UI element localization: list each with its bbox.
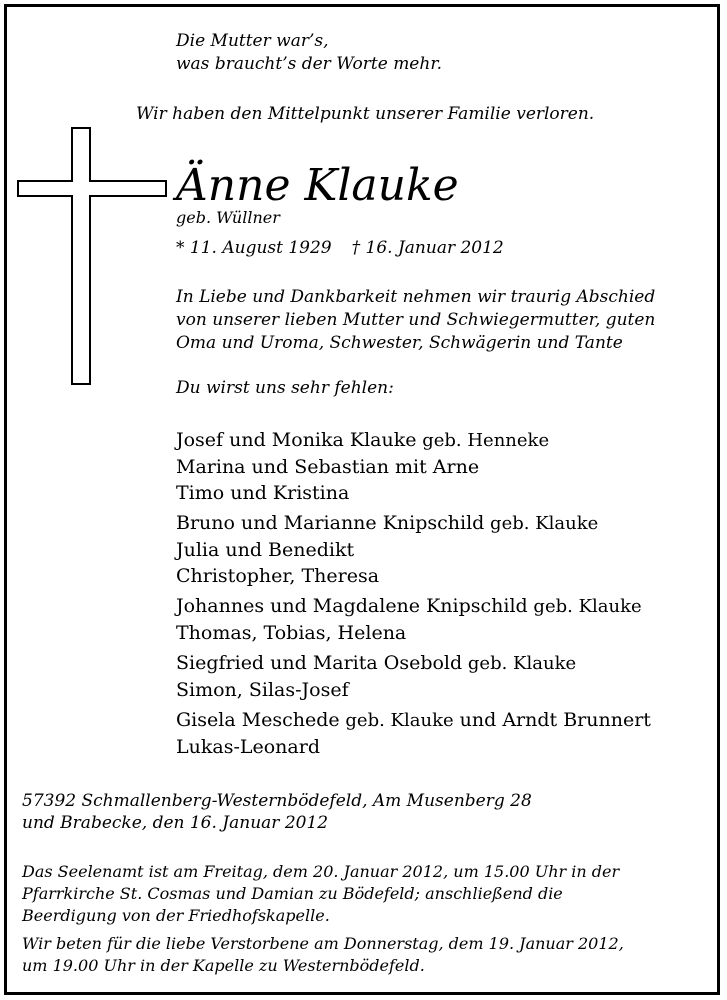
cross-icon bbox=[16, 126, 168, 388]
farewell-text bbox=[176, 286, 655, 355]
prayer-line: Wir beten für die liebe Verstorbene am Donnerstag, dem 19. Januar 2012, bbox=[22, 934, 624, 953]
family-member: Timo und Kristina bbox=[176, 482, 350, 504]
address-line: 57392 Schmallenberg-Westernbödefeld, Am Musenberg 28 bbox=[22, 791, 532, 811]
family-head-partner: und Arndt Brunnert bbox=[453, 709, 651, 731]
service-line: Das Seelenamt ist am Freitag, dem 20. Januar 2012, um 15.00 Uhr in der bbox=[22, 862, 620, 881]
family-head-nee: geb. Klauke bbox=[462, 653, 577, 674]
quote-line: Die Mutter war’s, bbox=[176, 31, 329, 51]
address-line: und Brabecke, den 16. Januar 2012 bbox=[22, 813, 329, 833]
miss-text: Du wirst uns sehr fehlen: bbox=[176, 378, 394, 398]
family-member: Marina und Sebastian mit Arne bbox=[176, 456, 480, 478]
deceased-name: Änne Klauke bbox=[176, 160, 459, 211]
farewell-line: Oma und Uroma, Schwester, Schwägerin und Tante bbox=[176, 333, 623, 353]
family-member: Christopher, Theresa bbox=[176, 565, 380, 587]
family-head-nee: geb. Henneke bbox=[416, 430, 550, 451]
maiden-name: geb. Wüllner bbox=[176, 208, 280, 227]
family-head-nee: geb. Klauke bbox=[484, 513, 599, 534]
prayer-info bbox=[22, 933, 624, 977]
service-line: Pfarrkirche St. Cosmas und Damian zu Bödefeld; anschließend die bbox=[22, 884, 563, 903]
family-head bbox=[176, 707, 651, 734]
prayer-line: um 19.00 Uhr in der Kapelle zu Westernbödefeld. bbox=[22, 956, 425, 975]
family-head-name: Johannes und Magdalene Knipschild bbox=[176, 595, 528, 617]
service-info bbox=[22, 861, 619, 927]
death-date: † 16. Januar 2012 bbox=[351, 238, 504, 258]
intro-text: Wir haben den Mittelpunkt unserer Familie verloren. bbox=[136, 104, 595, 124]
family-member: Julia und Benedikt bbox=[176, 539, 355, 561]
family-head-nee: geb. Klauke bbox=[339, 710, 454, 731]
family-list bbox=[176, 427, 651, 764]
family-head bbox=[176, 427, 651, 454]
family-group bbox=[176, 427, 651, 506]
family-head-name: Bruno und Marianne Knipschild bbox=[176, 512, 485, 534]
family-head-name: Gisela Meschede bbox=[176, 709, 340, 731]
family-group bbox=[176, 510, 651, 589]
family-group bbox=[176, 593, 651, 646]
family-head-name: Josef und Monika Klauke bbox=[176, 429, 417, 451]
family-head-name: Siegfried und Marita Osebold bbox=[176, 652, 463, 674]
family-head bbox=[176, 650, 651, 677]
family-head bbox=[176, 510, 651, 537]
family-member: Simon, Silas-Josef bbox=[176, 679, 349, 701]
life-dates bbox=[176, 238, 504, 258]
quote-line: was braucht’s der Worte mehr. bbox=[176, 54, 442, 74]
family-member: Lukas-Leonard bbox=[176, 736, 320, 758]
family-member: Thomas, Tobias, Helena bbox=[176, 622, 407, 644]
family-head-nee: geb. Klauke bbox=[527, 596, 642, 617]
farewell-line: von unserer lieben Mutter und Schwiegermutter, guten bbox=[176, 310, 656, 330]
address-block bbox=[22, 790, 532, 834]
service-line: Beerdigung von der Friedhofskapelle. bbox=[22, 906, 330, 925]
family-group bbox=[176, 650, 651, 703]
farewell-line: In Liebe und Dankbarkeit nehmen wir traurig Abschied bbox=[176, 287, 656, 307]
family-group bbox=[176, 707, 651, 760]
birth-date: * 11. August 1929 bbox=[176, 238, 332, 258]
opening-quote bbox=[176, 30, 442, 76]
family-head bbox=[176, 593, 651, 620]
